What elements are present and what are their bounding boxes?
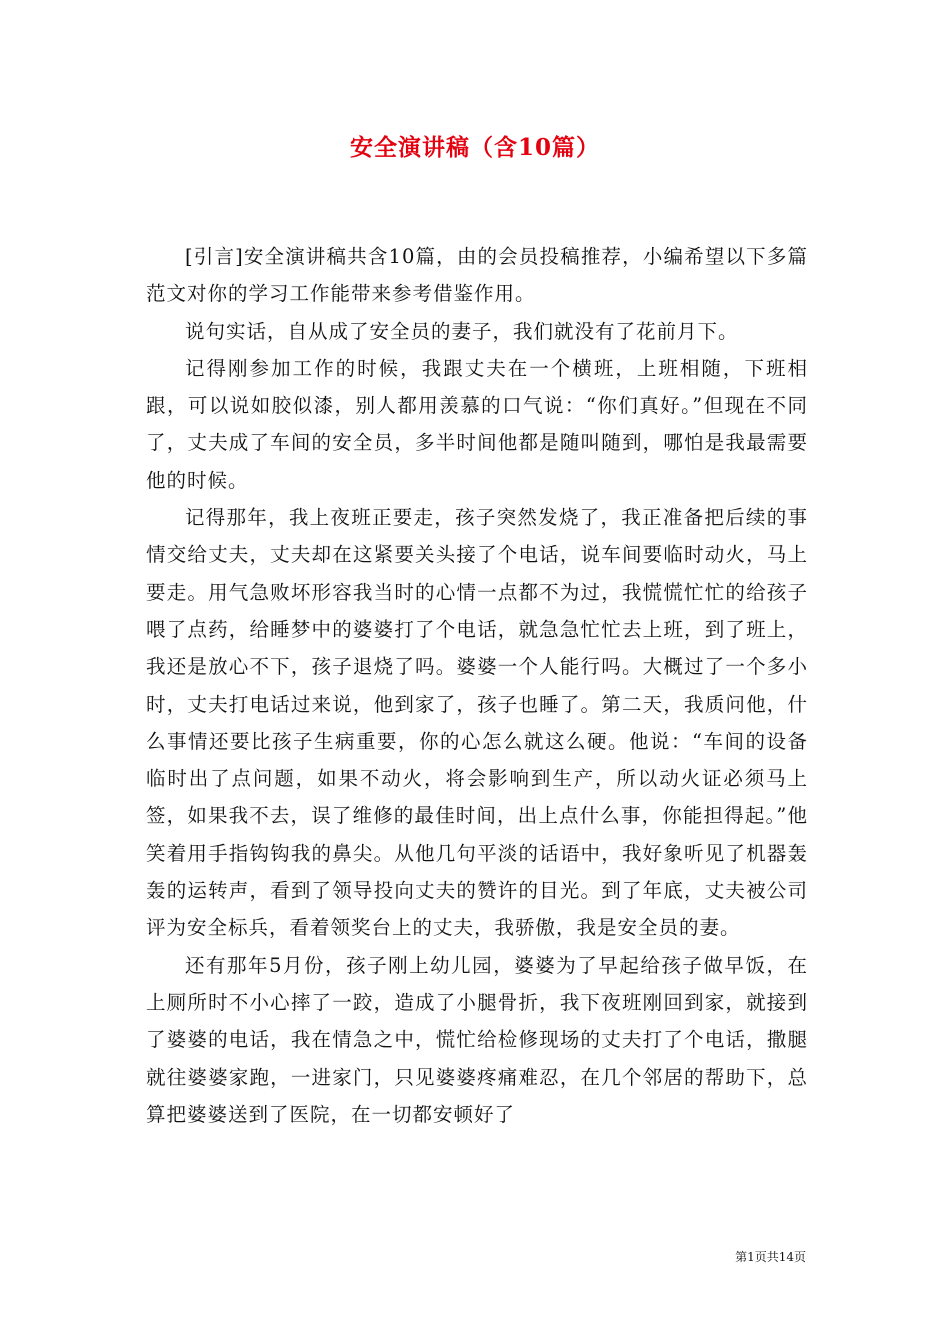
page-number-footer: 第1页共14页 — [735, 1250, 806, 1264]
document-body — [146, 238, 808, 1133]
paragraph: 记得刚参加工作的时候，我跟丈夫在一个横班，上班相随，下班相跟，可以说如胶似漆，别人都用羡慕的口气说：“你们真好。”但现在不同了，丈夫成了车间的安全员，多半时间他都是随叫随到，哪怕是我最需要他的时候。 — [146, 356, 808, 492]
paragraph: 记得那年，我上夜班正要走，孩子突然发烧了，我正准备把后续的事情交给丈夫，丈夫却在这紧要关头接了个电话，说车间要临时动火，马上要走。用气急败坏形容我当时的心情一点都不为过，我慌慌忙忙的给孩子喂了点药，给睡梦中的婆婆打了个电话，就急急忙忙去上班，到了班上，我还是放心不下，孩子退烧了吗。婆婆一个人能行吗。大概过了一个多小时，丈夫打电话过来说，他到家了，孩子也睡了。第二天，我质问他，什么事情还要比孩子生病重要，你的心怎么就这么硬。他说：“车间的设备临时出了点问题，如果不动火，将会影响到生产，所以动火证必须马上签，如果我不去，误了维修的最佳时间，出上点什么事，你能担得起。”他笑着用手指钩钩我的鼻尖。从他几句平淡的话语中，我好象听见了机器轰轰的运转声，看到了领导投向丈夫的赞许的目光。到了年底，丈夫被公司评为安全标兵，看着领奖台上的丈夫，我骄傲，我是安全员的妻。 — [146, 506, 808, 940]
document-title: 安全演讲稿（含10篇） — [349, 134, 600, 161]
paragraph: 说句实话，自从成了安全员的妻子，我们就没有了花前月下。 — [185, 319, 739, 343]
paragraph-introduction: [引言]安全演讲稿共含10篇，由的会员投稿推荐，小编希望以下多篇范文对你的学习工作能带来参考借鉴作用。 — [146, 245, 808, 306]
paragraph: 还有那年5月份，孩子刚上幼儿园，婆婆为了早起给孩子做早饭，在上厕所时不小心摔了一跤，造成了小腿骨折，我下夜班刚回到家，就接到了婆婆的电话，我在情急之中，慌忙给检修现场的丈夫打了个电话，撒腿就往婆婆家跑，一进家门，只见婆婆疼痛难忍，在几个邻居的帮助下，总算把婆婆送到了医院，在一切都安顿好了 — [146, 953, 808, 1126]
